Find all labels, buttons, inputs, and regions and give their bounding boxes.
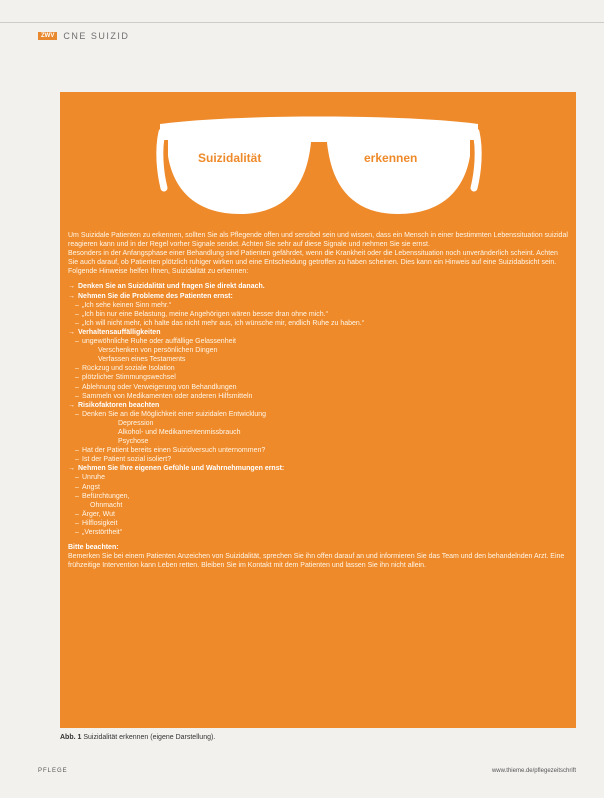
- list-item: – Sammeln von Medikamenten oder anderen Hilfsmitteln: [68, 392, 568, 401]
- lens-label-right: erkennen: [364, 151, 418, 165]
- list-item: – Hilflosigkeit: [68, 519, 568, 528]
- list-item: → Denken Sie an Suizidalität und fragen Sie direkt danach.: [68, 282, 568, 291]
- list-item: Verschenken von persönlichen Dingen: [98, 347, 218, 355]
- list-item: Ohnmacht: [90, 501, 123, 509]
- footer-url: www.thieme.de/pflegezeitschrift: [491, 768, 576, 774]
- list-item: – ungewöhnliche Ruhe oder auffällige Gelassenheit: [68, 337, 568, 346]
- list-item: – Unruhe: [68, 473, 568, 482]
- list-item: → Nehmen Sie die Probleme des Patienten ernst:: [68, 292, 568, 301]
- list-item: → Verhaltensauffälligkeiten: [68, 328, 568, 337]
- list-item: – „Ich bin nur eine Belastung, meine Angehörigen wären besser dran ohne mich.“: [68, 310, 568, 319]
- list-item: – Ärger, Wut: [68, 510, 568, 519]
- panel-text: [68, 231, 568, 570]
- list-item: Psychose: [118, 438, 149, 446]
- lens-label-left: Suizidalität: [198, 151, 262, 165]
- list-item: – Hat der Patient bereits einen Suizidversuch unternommen?: [68, 446, 568, 455]
- list-item: – Ablehnung oder Verweigerung von Behandlungen: [68, 383, 568, 392]
- list-item: – „Ich sehe keinen Sinn mehr.“: [68, 301, 568, 310]
- glasses-illustration: [154, 110, 484, 220]
- list-item: → Risikofaktoren beachten: [68, 401, 568, 410]
- list-item: – Denken Sie an die Möglichkeit einer suizidalen Entwicklung: [68, 410, 568, 419]
- closing-title: Bitte beachten:: [68, 544, 119, 552]
- caption-label: Abb. 1: [60, 734, 82, 741]
- infographic-panel: [60, 92, 576, 728]
- intro-paragraph: Um Suizidale Patienten zu erkennen, sollten Sie als Pflegende offen und sensibel sein und wissen, dass ein Mensch in einer bestimmten Lebenssituation suizidal reagieren kann und in der Regel vorher Signale sendet. Achten Sie sehr auf diese Signale und nehmen Sie sie ernst.: [68, 232, 568, 249]
- list-item: Depression: [118, 419, 154, 427]
- section-badge: ZWV: [38, 32, 57, 40]
- list-item: Alkohol- und Medikamentenmissbrauch: [118, 428, 241, 436]
- list-item: – Angst: [68, 483, 568, 492]
- caption-text: Suizidalität erkennen (eigene Darstellung).: [83, 734, 216, 741]
- footer-journal: PFLEGE: [38, 768, 68, 774]
- top-rule: [0, 22, 604, 23]
- figure-caption: [60, 734, 215, 741]
- list-item: – plötzlicher Stimmungswechsel: [68, 373, 568, 382]
- list-item: – „Verstörtheit“: [68, 528, 568, 537]
- list-item: – Rückzug und soziale Isolation: [68, 364, 568, 373]
- intro-paragraph: Folgende Hinweise helfen Ihnen, Suizidalität zu erkennen:: [68, 268, 249, 276]
- intro-paragraph: Besonders in der Anfangsphase einer Behandlung sind Patienten gefährdet, wenn die Krankheit oder die Lebenssituation noch unveränderlich scheint. Achten Sie auch darauf, ob Patienten plötzlich ruhiger wirken und eine Entscheidung getroffen zu haben scheinen. Dies kann ein Hinweis auf eine Suizidabsicht sein.: [68, 250, 558, 267]
- running-header: [38, 31, 129, 41]
- list-item: → Nehmen Sie Ihre eigenen Gefühle und Wahrnehmungen ernst:: [68, 464, 568, 473]
- list-item: Verfassen eines Testaments: [98, 356, 186, 364]
- list-item: – „Ich will nicht mehr, ich halte das nicht mehr aus, ich wünsche mir, endlich Ruhe zu haben.“: [68, 319, 568, 328]
- running-header-title: CNE SUIZID: [63, 31, 130, 41]
- list-item: – Ist der Patient sozial isoliert?: [68, 455, 568, 464]
- closing-paragraph: Bemerken Sie bei einem Patienten Anzeichen von Suizidalität, sprechen Sie ihn offen darauf an und informieren Sie das Team und den behandelnden Arzt. Eine frühzeitige Intervention kann Leben retten. Bleiben Sie im Kontakt mit dem Patienten und lassen Sie ihn nicht allein.: [68, 553, 565, 570]
- list-item: – Befürchtungen,: [68, 492, 568, 501]
